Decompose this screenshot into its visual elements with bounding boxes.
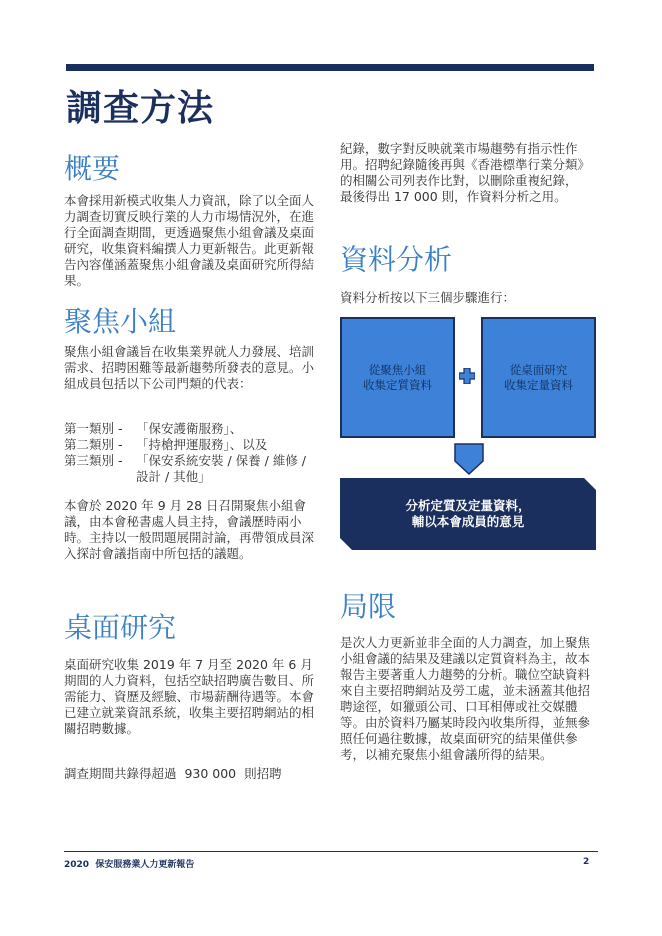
analysis-heading: 資料分析: [340, 243, 453, 276]
category-row-1: [64, 421, 306, 437]
limitations-heading: 局限: [340, 590, 397, 623]
page-title: 調查方法: [66, 88, 215, 129]
analysis-result-text: 分析定質及定量資料， 輔以本會成員的意見: [405, 498, 531, 529]
category-row-3: [64, 453, 306, 485]
category-text: 「保安護衛服務」、: [136, 421, 243, 436]
analysis-intro: 資料分析按以下三個步驟進行：: [340, 290, 516, 305]
overview-body: 本會採用新模式收集人力資訊，除了以全面人力調查切實反映行業的人力市場情況外，在進行全面調查期間，更透過聚焦小組會議及桌面研究，收集資料編撰人力更新報告。此更新報告內容僅涵蓋聚焦小組會議及桌面研究所得結果。: [64, 193, 315, 288]
desk-research-records-cont: 紀錄，數字對反映就業市場趨勢有指示性作用。招聘紀錄隨後再與《香港標準行業分類》的相關公司列表作比對，以刪除重複紀錄，最後得出 17 000 則，作資料分析之用。: [340, 141, 584, 204]
focus-group-meeting: 本會於 2020 年 9 月 28 日召開聚焦小組會議，由本會秘書處人員主持，會議歷時兩小時。主持以一般問題展開討論，再帶領成員深入探討會議指南中所包括的議題。: [64, 498, 315, 561]
quantitative-data-box: 從桌面研究 收集定量資料: [481, 317, 596, 438]
focus-group-intro: 聚焦小組會議旨在收集業界就人力發展、培訓需求、招聘困難等最新趨勢所發表的意見。小組成員包括以下公司門類的代表：: [64, 344, 315, 391]
plus-icon: [459, 368, 475, 384]
category-label: 第三類別 -: [64, 453, 123, 468]
desk-research-records: 調查期間共錄得超過 930 000 則招聘: [64, 766, 282, 781]
category-row-2: [64, 437, 306, 453]
top-rule: [66, 64, 594, 71]
desk-research-body: 桌面研究收集 2019 年 7 月至 2020 年 6 月期間的人力資料，包括空缺招聘廣告數目、所需能力、資歷及經驗、市場薪酬待遇等。本會已建立就業資訊系統，收集主要招聘網站的相關招聘數據。: [64, 657, 315, 736]
focus-group-heading: 聚焦小組: [64, 305, 177, 338]
desk-research-heading: 桌面研究: [64, 611, 177, 644]
category-text: 「持槍押運服務」、以及: [136, 437, 268, 452]
category-text: 「保安系統安裝 / 保養 / 維修 / 設計 / 其他」: [136, 453, 307, 484]
category-label: 第一類別 -: [64, 421, 123, 436]
page-number: 2: [583, 857, 590, 867]
footer-title: 2020 保安服務業人力更新報告: [64, 860, 195, 870]
overview-heading: 概要: [64, 152, 121, 185]
limitations-body: 是次人力更新並非全面的人力調查，加上聚焦小組會議的結果及建議以定質資料為主，故本報告主要著重人力趨勢的分析。職位空缺資料來自主要招聘網站及勞工處，並未涵蓋其他招聘途徑，如獵頭公司、口耳相傳或社交媒體等。由於資料乃屬某時段內收集所得，並無參照任何過往數據，故桌面研究的結果僅供參考，以補充聚焦小組會議所得的結果。: [340, 635, 591, 762]
footer-rule: [64, 851, 598, 852]
category-label: 第二類別 -: [64, 437, 123, 452]
analysis-result-box: [340, 478, 596, 550]
qualitative-data-box: 從聚焦小組 收集定質資料: [340, 317, 455, 438]
down-arrow-icon: [454, 443, 484, 475]
